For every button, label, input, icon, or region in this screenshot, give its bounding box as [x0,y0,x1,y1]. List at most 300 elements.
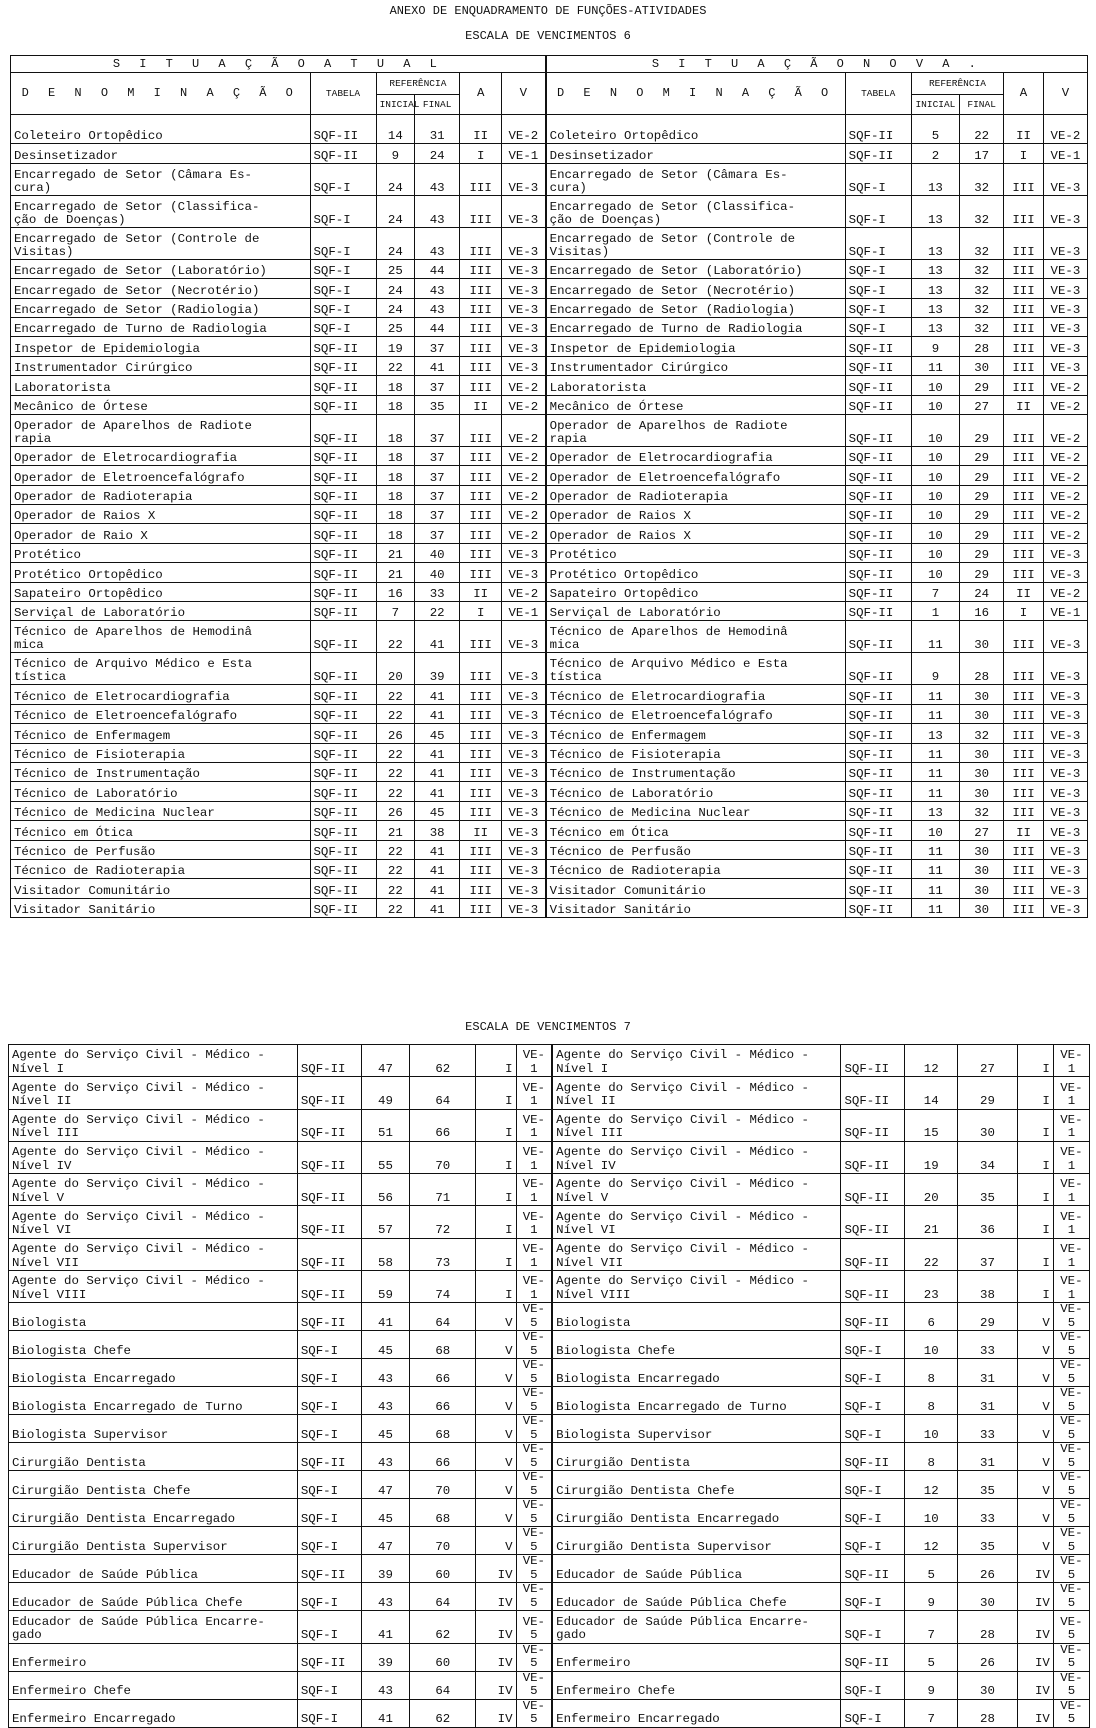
tabela-cell: SQF-II [310,505,376,524]
tabela-cell: SQF-II [297,1141,361,1173]
new-final-cell: 32 [960,724,1004,743]
new-job-name: Agente do Serviço Civil - Médico - Nível VIII [552,1271,841,1303]
job-name: Operador de Eletroencefalógrafo [11,466,311,485]
new-final-cell: 32 [960,279,1004,298]
tabela-cell: SQF-II [310,653,376,685]
table-row [11,144,1088,163]
new-v-cell: VE-1 [1043,602,1087,621]
tabela-cell: SQF-II [297,1643,361,1671]
v-cell: VE-5 [516,1699,552,1727]
new-tabela-cell: SQF-II [845,782,911,801]
tabela-cell: SQF-II [310,144,376,163]
final-cell: 43 [415,298,460,317]
inicial-cell: 7 [376,602,415,621]
v-cell: VE-3 [502,621,546,653]
new-tabela-cell: SQF-II [841,1045,905,1077]
new-job-name: Enfermeiro [552,1643,841,1671]
a-cell: V [476,1331,516,1359]
final-cell: 64 [410,1077,476,1109]
new-job-name: Biologista Encarregado [552,1359,841,1387]
new-job-name: Agente do Serviço Civil - Médico - Nível II [552,1077,841,1109]
job-name: Cirurgião Dentista Supervisor [9,1527,298,1555]
table-row [11,524,1088,543]
new-tabela-cell: SQF-I [841,1415,905,1443]
new-a-cell: IV [1017,1699,1053,1727]
v-cell: VE-2 [502,582,546,601]
new-job-name: Operador de Eletrocardiografia [546,446,846,465]
new-final-cell: 29 [960,466,1004,485]
table-row [11,563,1088,582]
new-job-name: Encarregado de Setor (Controle de Visitas) [546,227,846,259]
new-tabela-cell: SQF-II [845,621,911,653]
job-name: Enfermeiro Encarregado [9,1699,298,1727]
new-inicial-cell: 11 [911,743,959,762]
new-a-cell: III [1004,724,1044,743]
job-name: Técnico de Instrumentação [11,762,311,781]
inicial-cell: 43 [361,1387,410,1415]
new-tabela-cell: SQF-I [845,317,911,336]
job-name: Técnico de Radioterapia [11,859,311,878]
tabela-cell: SQF-II [310,485,376,504]
inicial-cell: 21 [376,563,415,582]
new-tabela-cell: SQF-II [841,1643,905,1671]
inicial-cell: 19 [376,337,415,356]
tabela-cell: SQF-I [297,1527,361,1555]
final-cell: 37 [415,485,460,504]
new-v-cell: VE-3 [1043,724,1087,743]
new-a-cell: III [1004,859,1044,878]
tabela-cell: SQF-II [310,524,376,543]
final-cell: 68 [410,1499,476,1527]
tabela-cell: SQF-II [297,1271,361,1303]
new-v-cell: VE-3 [1043,898,1087,917]
a-cell: IV [476,1643,516,1671]
table-row [11,414,1088,446]
v-cell: VE-5 [516,1387,552,1415]
new-job-name: Técnico de Radioterapia [546,859,846,878]
final-cell: 66 [410,1443,476,1471]
new-inicial-cell: 8 [905,1443,958,1471]
a-cell: I [460,602,502,621]
job-name: Agente do Serviço Civil - Médico - Nível IV [9,1141,298,1173]
new-inicial-cell: 7 [905,1611,958,1643]
new-final-cell: 22 [960,115,1004,144]
new-v-cell: VE-2 [1043,395,1087,414]
a-cell: IV [476,1671,516,1699]
inicial-cell: 39 [361,1643,410,1671]
v-cell: VE-3 [502,801,546,820]
new-tabela-cell: SQF-II [845,898,911,917]
new-final-cell: 30 [958,1671,1017,1699]
new-tabela-cell: SQF-II [841,1238,905,1270]
new-inicial-cell: 5 [905,1643,958,1671]
table-row [11,195,1088,227]
final-cell: 40 [415,543,460,562]
new-tabela-cell: SQF-II [845,653,911,685]
new-inicial-cell: 10 [905,1331,958,1359]
final-cell: 41 [415,898,460,917]
inicial-cell: 43 [361,1583,410,1611]
nova-tabela-header: TABELA [845,73,911,115]
a-cell: III [460,685,502,704]
new-job-name: Técnico de Arquivo Médico e Esta tística [546,653,846,685]
final-cell: 41 [415,743,460,762]
new-job-name: Encarregado de Setor (Laboratório) [546,259,846,278]
new-final-cell: 32 [960,195,1004,227]
inicial-cell: 43 [361,1443,410,1471]
v-cell: VE-3 [502,163,546,195]
v-cell: VE-3 [502,840,546,859]
final-cell: 37 [415,466,460,485]
new-job-name: Operador de Radioterapia [546,485,846,504]
tabela-cell: SQF-I [297,1671,361,1699]
v-cell: VE-2 [502,395,546,414]
new-inicial-cell: 12 [905,1045,958,1077]
v-cell: VE-1 [516,1174,552,1206]
new-tabela-cell: SQF-II [845,466,911,485]
tabela-cell: SQF-II [297,1555,361,1583]
new-inicial-cell: 10 [911,485,959,504]
new-inicial-cell: 15 [905,1109,958,1141]
new-tabela-cell: SQF-I [845,259,911,278]
new-final-cell: 30 [960,879,1004,898]
table-row [11,898,1088,917]
tabela-cell: SQF-II [310,582,376,601]
a-cell: II [460,395,502,414]
new-final-cell: 26 [958,1643,1017,1671]
new-v-cell: VE-1 [1053,1045,1089,1077]
new-job-name: Serviçal de Laboratório [546,602,846,621]
new-job-name: Técnico de Eletrocardiografia [546,685,846,704]
new-v-cell: VE-3 [1043,317,1087,336]
new-final-cell: 32 [960,259,1004,278]
final-cell: 31 [415,115,460,144]
new-tabela-cell: SQF-I [841,1359,905,1387]
new-final-cell: 31 [958,1387,1017,1415]
a-cell: III [460,337,502,356]
a-cell: III [460,163,502,195]
new-a-cell: II [1004,582,1044,601]
new-a-cell: V [1017,1499,1053,1527]
inicial-cell: 18 [376,466,415,485]
a-cell: I [476,1109,516,1141]
tabela-cell: SQF-I [297,1359,361,1387]
table-row [11,446,1088,465]
final-cell: 73 [410,1238,476,1270]
v-cell: VE-5 [516,1527,552,1555]
job-name: Educador de Saúde Pública Encarre- gado [9,1611,298,1643]
new-v-cell: VE-5 [1053,1611,1089,1643]
tabela-cell: SQF-II [297,1045,361,1077]
new-final-cell: 30 [960,356,1004,375]
new-final-cell: 29 [960,376,1004,395]
job-name: Laboratorista [11,376,311,395]
inicial-cell: 24 [376,227,415,259]
new-a-cell: III [1004,782,1044,801]
table-row [9,1387,1090,1415]
table-row [9,1415,1090,1443]
job-name: Agente do Serviço Civil - Médico - Nível I [9,1045,298,1077]
inicial-cell: 41 [361,1699,410,1727]
table-row [11,602,1088,621]
new-tabela-cell: SQF-I [845,163,911,195]
table-row [9,1671,1090,1699]
new-v-cell: VE-2 [1043,582,1087,601]
new-a-cell: III [1004,337,1044,356]
table-row [11,653,1088,685]
v-cell: VE-3 [502,653,546,685]
new-tabela-cell: SQF-I [845,298,911,317]
new-job-name: Biologista [552,1303,841,1331]
inicial-header: INICIAL [376,95,415,115]
table-row [11,859,1088,878]
inicial-cell: 22 [376,762,415,781]
new-inicial-cell: 13 [911,801,959,820]
a-cell: V [476,1443,516,1471]
scale-6-heading: ESCALA DE VENCIMENTOS 6 [465,29,631,43]
new-inicial-cell: 7 [905,1699,958,1727]
new-job-name: Enfermeiro Encarregado [552,1699,841,1727]
job-name: Sapateiro Ortopêdico [11,582,311,601]
new-inicial-cell: 10 [911,395,959,414]
job-name: Agente do Serviço Civil - Médico - Nível VIII [9,1271,298,1303]
new-inicial-cell: 11 [911,356,959,375]
inicial-cell: 25 [376,259,415,278]
v-cell: VE-3 [502,356,546,375]
inicial-cell: 56 [361,1174,410,1206]
job-name: Enfermeiro Chefe [9,1671,298,1699]
new-tabela-cell: SQF-II [841,1555,905,1583]
new-job-name: Agente do Serviço Civil - Médico - Nível V [552,1174,841,1206]
new-final-cell: 17 [960,144,1004,163]
new-job-name: Técnico de Laboratório [546,782,846,801]
a-cell: II [460,821,502,840]
v-cell: VE-2 [502,376,546,395]
new-final-cell: 30 [960,762,1004,781]
inicial-cell: 24 [376,195,415,227]
a-cell: III [460,621,502,653]
tabela-cell: SQF-II [310,879,376,898]
tabela-cell: SQF-II [297,1174,361,1206]
scale-7-heading: ESCALA DE VENCIMENTOS 7 [465,1020,631,1034]
new-final-cell: 30 [960,840,1004,859]
job-name: Encarregado de Setor (Laboratório) [11,259,311,278]
tabela-cell: SQF-II [297,1109,361,1141]
new-tabela-cell: SQF-II [845,414,911,446]
inicial-cell: 16 [376,582,415,601]
a-cell: III [460,317,502,336]
table-row [11,840,1088,859]
tabela-cell: SQF-II [310,543,376,562]
a-cell: III [460,356,502,375]
v-cell: VE-3 [502,543,546,562]
new-a-cell: I [1017,1238,1053,1270]
inicial-cell: 47 [361,1471,410,1499]
final-cell: 43 [415,195,460,227]
v-cell: VE-1 [516,1206,552,1238]
tabela-cell: SQF-II [310,743,376,762]
new-job-name: Agente do Serviço Civil - Médico - Nível VI [552,1206,841,1238]
new-job-name: Mecânico de Órtese [546,395,846,414]
table-row [11,376,1088,395]
inicial-cell: 22 [376,685,415,704]
new-a-cell: III [1004,879,1044,898]
new-inicial-cell: 5 [905,1555,958,1583]
inicial-cell: 47 [361,1527,410,1555]
table-row [11,163,1088,195]
new-a-cell: I [1017,1174,1053,1206]
new-final-cell: 29 [960,485,1004,504]
new-inicial-cell: 2 [911,144,959,163]
tabela-cell: SQF-I [297,1499,361,1527]
new-tabela-cell: SQF-II [845,524,911,543]
tabela-cell: SQF-II [310,704,376,723]
new-final-cell: 27 [958,1045,1017,1077]
final-cell: 41 [415,859,460,878]
new-tabela-cell: SQF-I [845,227,911,259]
new-v-cell: VE-2 [1043,485,1087,504]
tabela-cell: SQF-II [297,1206,361,1238]
new-tabela-cell: SQF-II [845,743,911,762]
new-final-cell: 32 [960,163,1004,195]
new-final-cell: 30 [960,704,1004,723]
new-v-cell: VE-3 [1043,653,1087,685]
new-final-cell: 28 [960,653,1004,685]
tabela-cell: SQF-II [310,376,376,395]
new-job-name: Inspetor de Epidemiologia [546,337,846,356]
final-cell: 45 [415,724,460,743]
new-a-cell: IV [1017,1671,1053,1699]
new-inicial-cell: 10 [905,1499,958,1527]
new-v-cell: VE-5 [1053,1583,1089,1611]
new-a-cell: V [1017,1303,1053,1331]
new-v-cell: VE-5 [1053,1671,1089,1699]
table-row [9,1359,1090,1387]
new-inicial-cell: 13 [911,724,959,743]
new-job-name: Cirurgião Dentista Supervisor [552,1527,841,1555]
tabela-cell: SQF-I [297,1699,361,1727]
new-inicial-cell: 12 [905,1471,958,1499]
new-v-cell: VE-3 [1043,195,1087,227]
inicial-cell: 24 [376,298,415,317]
new-a-cell: I [1017,1109,1053,1141]
v-cell: VE-2 [502,524,546,543]
table-row [9,1699,1090,1727]
new-tabela-cell: SQF-II [841,1109,905,1141]
new-a-cell: V [1017,1359,1053,1387]
new-v-cell: VE-5 [1053,1499,1089,1527]
tabela-cell: SQF-I [310,195,376,227]
job-name: Técnico de Perfusão [11,840,311,859]
new-a-cell: V [1017,1387,1053,1415]
tabela-cell: SQF-I [310,227,376,259]
new-v-cell: VE-2 [1043,466,1087,485]
final-cell: 44 [415,259,460,278]
new-v-cell: VE-1 [1043,144,1087,163]
v-cell: VE-3 [502,195,546,227]
job-name: Biologista Encarregado [9,1359,298,1387]
a-cell: III [460,653,502,685]
final-cell: 60 [410,1555,476,1583]
a-cell: III [460,466,502,485]
v-cell: VE-3 [502,898,546,917]
tabela-cell: SQF-II [310,840,376,859]
v-cell: VE-3 [502,298,546,317]
v-cell: VE-2 [502,466,546,485]
new-a-cell: V [1017,1527,1053,1555]
v-cell: VE-2 [502,485,546,504]
inicial-cell: 18 [376,376,415,395]
inicial-cell: 14 [376,115,415,144]
new-a-cell: III [1004,163,1044,195]
new-final-cell: 30 [960,859,1004,878]
v-cell: VE-1 [502,144,546,163]
new-job-name: Protético [546,543,846,562]
new-inicial-cell: 10 [911,821,959,840]
job-name: Operador de Radioterapia [11,485,311,504]
new-inicial-cell: 11 [911,621,959,653]
job-name: Instrumentador Cirúrgico [11,356,311,375]
new-inicial-cell: 12 [905,1527,958,1555]
table-row [9,1141,1090,1173]
new-job-name: Operador de Raios X [546,505,846,524]
inicial-cell: 20 [376,653,415,685]
a-cell: III [460,563,502,582]
new-tabela-cell: SQF-II [845,724,911,743]
final-cell: 41 [415,685,460,704]
new-inicial-cell: 14 [905,1077,958,1109]
inicial-cell: 22 [376,356,415,375]
final-cell: 33 [415,582,460,601]
new-a-cell: III [1004,356,1044,375]
new-v-cell: VE-2 [1043,524,1087,543]
a-cell: V [476,1527,516,1555]
new-job-name: Encarregado de Setor (Radiologia) [546,298,846,317]
final-cell: 38 [415,821,460,840]
new-final-cell: 28 [958,1611,1017,1643]
new-final-cell: 29 [960,563,1004,582]
new-v-cell: VE-3 [1043,821,1087,840]
new-v-cell: VE-3 [1043,337,1087,356]
new-a-cell: II [1004,821,1044,840]
table-row [9,1238,1090,1270]
new-final-cell: 30 [960,898,1004,917]
table-row [11,395,1088,414]
new-final-cell: 29 [960,543,1004,562]
inicial-cell: 18 [376,414,415,446]
final-cell: 64 [410,1303,476,1331]
job-name: Cirurgião Dentista [9,1443,298,1471]
a-cell: I [460,144,502,163]
new-inicial-cell: 13 [911,227,959,259]
new-final-cell: 30 [960,621,1004,653]
new-tabela-cell: SQF-I [841,1583,905,1611]
a-cell: III [460,376,502,395]
v-cell: VE-3 [502,782,546,801]
new-a-cell: III [1004,563,1044,582]
a-cell: I [476,1174,516,1206]
new-tabela-cell: SQF-II [845,376,911,395]
inicial-cell: 22 [376,859,415,878]
a-cell: III [460,840,502,859]
table-row [9,1527,1090,1555]
new-job-name: Educador de Saúde Pública [552,1555,841,1583]
new-inicial-cell: 9 [911,337,959,356]
job-name: Mecânico de Órtese [11,395,311,414]
new-v-cell: VE-1 [1053,1109,1089,1141]
a-cell: I [476,1077,516,1109]
tabela-cell: SQF-II [310,602,376,621]
